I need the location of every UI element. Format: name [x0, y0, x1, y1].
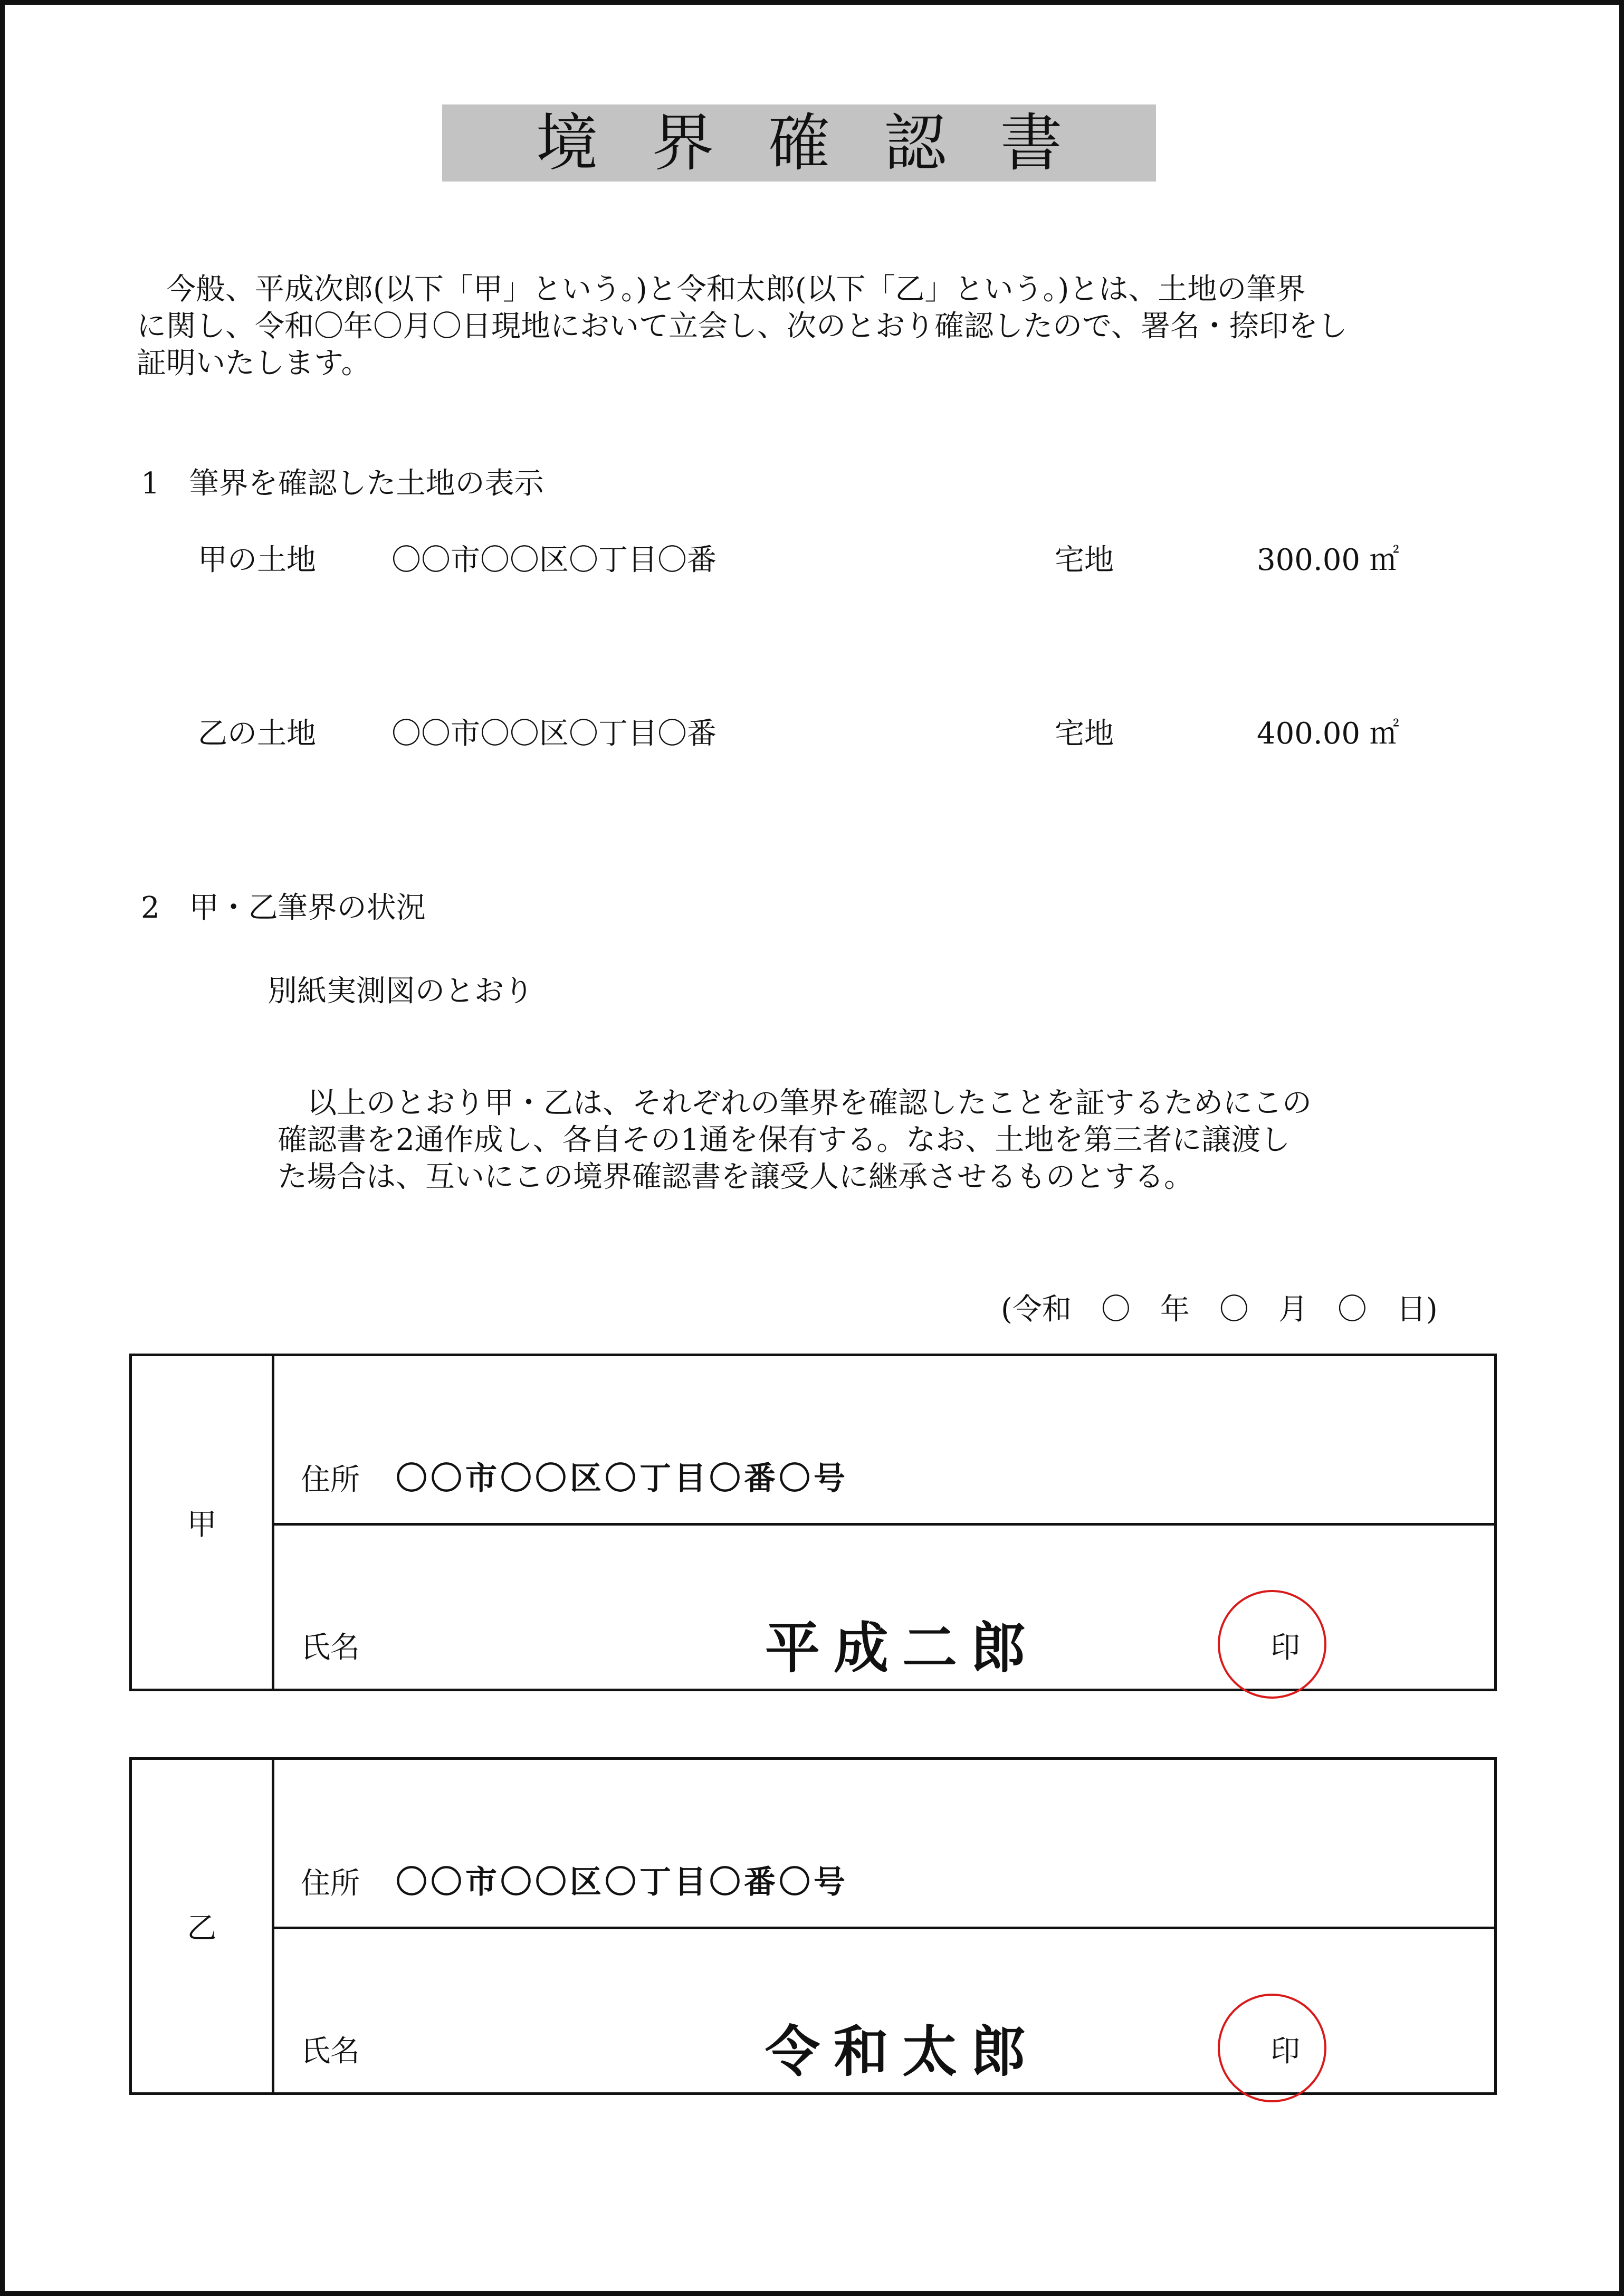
land2-label: 乙の土地: [198, 717, 316, 751]
table-divider: [272, 1523, 1494, 1526]
land2-location: 〇〇市〇〇区〇丁目〇番: [391, 717, 717, 751]
land2-area: 400.00 ㎡: [1257, 717, 1399, 751]
land1-label: 甲の土地: [198, 543, 316, 577]
party-label: 乙: [187, 1911, 217, 1946]
section2-heading: 2 甲・乙筆界の状況: [141, 891, 426, 925]
land1-area: 300.00 ㎡: [1257, 543, 1399, 577]
section1-heading: 1 筆界を確認した土地の表示: [141, 466, 544, 501]
signature-name: 平成二郎: [765, 1616, 1040, 1680]
party-table-otsu: [129, 1757, 1497, 2095]
signature-name: 令和太郎: [765, 2019, 1040, 2084]
table-divider: [272, 1760, 274, 2092]
table-divider: [272, 1356, 274, 1689]
address-label: 住所: [301, 1866, 360, 1901]
party-table-kou: [129, 1354, 1497, 1691]
address-value: 〇〇市〇〇区〇丁目〇番〇号: [396, 1460, 848, 1497]
title-band: [442, 104, 1156, 182]
closing-paragraph: 以上のとおり甲・乙は、それぞれの筆界を確認したことを証するためにこの 確認書を2通作成し、各自その1通を保有する。なお、土地を第三者に譲渡し た場合は、互いにこの境界確認書を譲受人に継承させるものとする。: [278, 1086, 1312, 1194]
seal-mark: 印: [1270, 1631, 1300, 1665]
address-value: 〇〇市〇〇区〇丁目〇番〇号: [396, 1864, 848, 1901]
document-date: (令和 〇 年 〇 月 〇 日): [1001, 1292, 1438, 1327]
party-label: 甲: [187, 1508, 217, 1542]
address-label: 住所: [301, 1463, 360, 1497]
table-divider: [272, 1927, 1494, 1929]
land1-location: 〇〇市〇〇区〇丁目〇番: [391, 543, 717, 577]
section2-detail: 別紙実測図のとおり: [268, 974, 533, 1008]
name-label: 氏名: [301, 1631, 360, 1665]
seal-mark: 印: [1270, 2034, 1300, 2069]
name-label: 氏名: [301, 2034, 360, 2069]
intro-paragraph: 今般、平成次郎(以下「甲」という。)と令和太郎(以下「乙」という。)とは、土地の筆界 に関し、令和〇年〇月〇日現地において立会し、次のとおり確認したので、署名・捺印をし 証明いたします。: [137, 272, 1348, 380]
land2-category: 宅地: [1055, 717, 1114, 751]
land1-category: 宅地: [1055, 543, 1114, 577]
document-title: 境界確認書: [536, 107, 1116, 179]
